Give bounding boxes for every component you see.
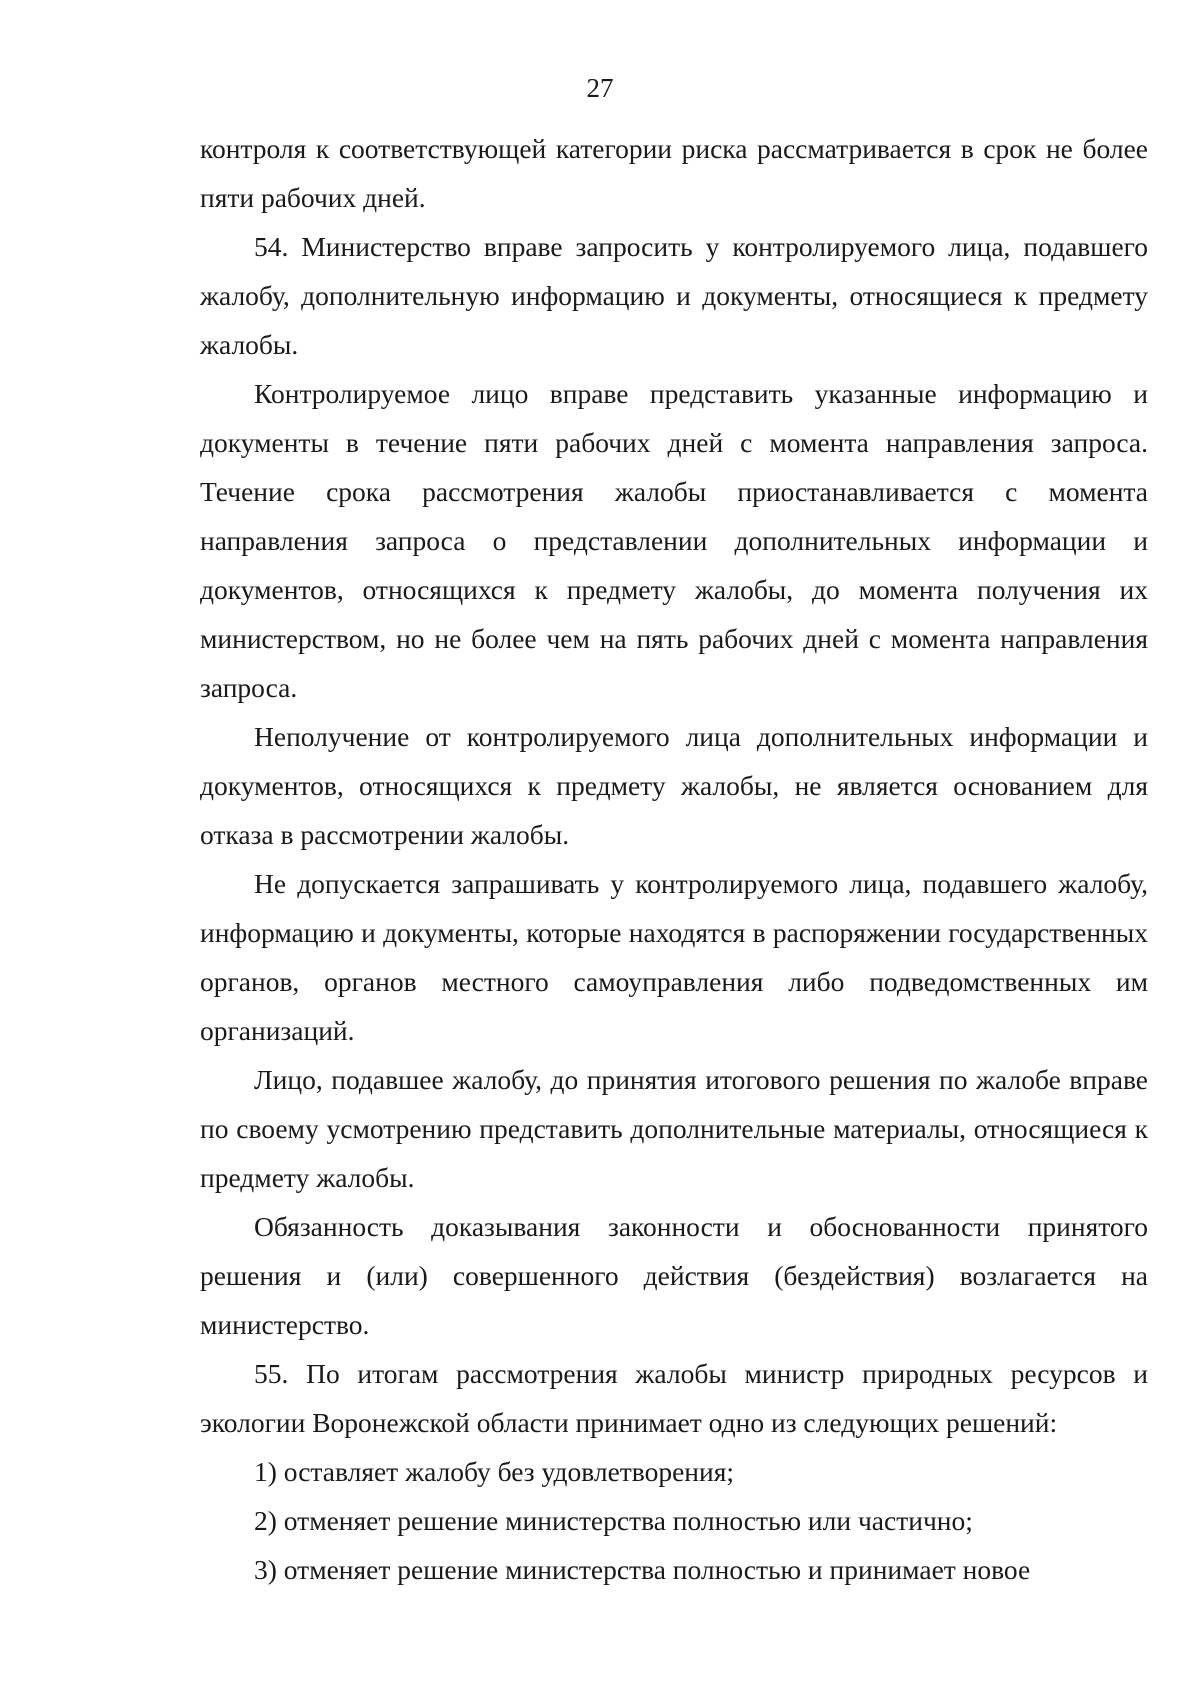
list-item-3: 3) отменяет решение министерства полностью и принимает новое bbox=[254, 1554, 1031, 1585]
paragraph-submission-term: Контролируемое лицо вправе представить указанные информацию и документы в течение пяти рабочих дней с момента направления запроса. Течение срока рассмотрения жалобы приостанавливается с момента направления запроса о представлении дополнительных информации и документов, относящихся к предмету жалобы, до момента получения их министерством, но не более чем на пять рабочих дней с момента направления запроса. bbox=[200, 378, 1148, 703]
paragraph-continuation: контроля к соответствующей категории риска рассматривается в срок не более пяти рабочих дней. bbox=[200, 133, 1148, 213]
paragraph-additional-materials: Лицо, подавшее жалобу, до принятия итогового решения по жалобе вправе по своему усмотрению представить дополнительные материалы, относящиеся к предмету жалобы. bbox=[200, 1064, 1148, 1193]
paragraph-non-receipt: Неполучение от контролируемого лица дополнительных информации и документов, относящихся к предмету жалобы, не является основанием для отказа в рассмотрении жалобы. bbox=[200, 721, 1148, 850]
page-number: 27 bbox=[586, 73, 614, 103]
paragraph-item-54: 54. Министерство вправе запросить у контролируемого лица, подавшего жалобу, дополнительную информацию и документы, относящиеся к предмету жалобы. bbox=[200, 231, 1148, 360]
paragraph-burden-of-proof: Обязанность доказывания законности и обоснованности принятого решения и (или) совершенного действия (бездействия) возлагается на министерство. bbox=[200, 1211, 1148, 1340]
document-body bbox=[200, 124, 1148, 1594]
paragraph-not-allowed: Не допускается запрашивать у контролируемого лица, подавшего жалобу, информацию и документы, которые находятся в распоряжении государственных органов, органов местного самоуправления либо подведомственных им организаций. bbox=[200, 868, 1148, 1046]
paragraph-item-55: 55. По итогам рассмотрения жалобы министр природных ресурсов и экологии Воронежской области принимает одно из следующих решений: bbox=[200, 1358, 1148, 1438]
list-item-2: 2) отменяет решение министерства полностью или частично; bbox=[254, 1505, 973, 1536]
list-item-1: 1) оставляет жалобу без удовлетворения; bbox=[254, 1456, 735, 1487]
